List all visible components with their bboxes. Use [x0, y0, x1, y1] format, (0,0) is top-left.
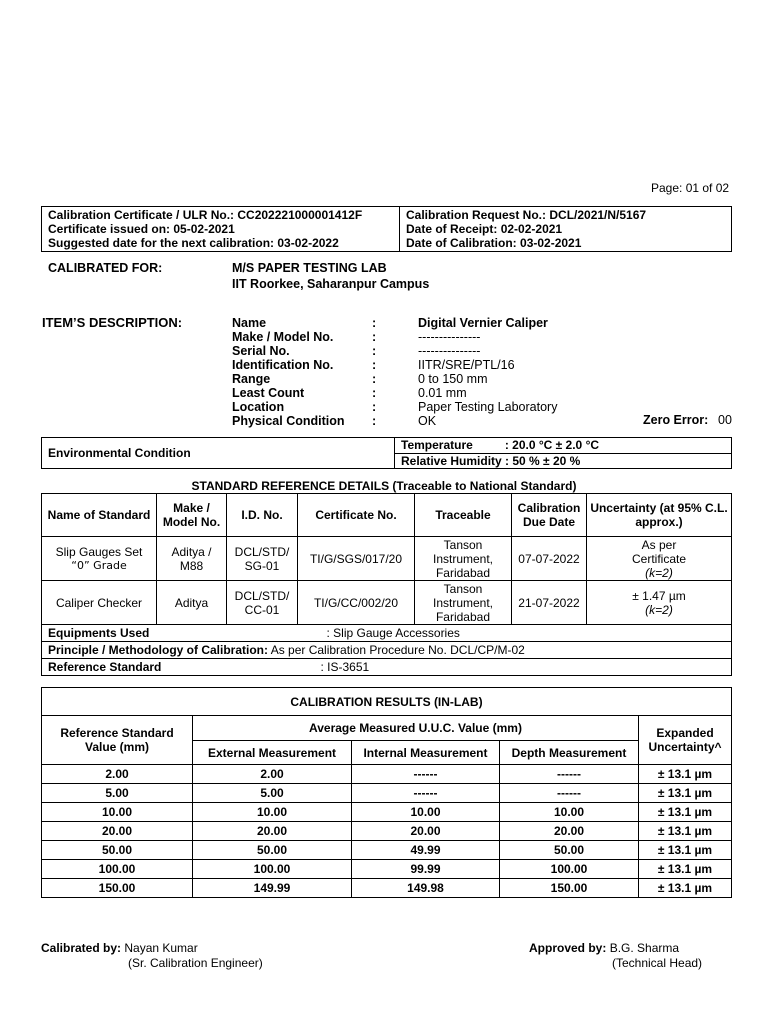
col-expanded-uncertainty: Expanded Uncertainty^	[639, 716, 732, 765]
result-reference: 20.00	[42, 822, 193, 841]
col-uncertainty: Uncertainty (at 95% C.L. approx.)	[587, 494, 732, 537]
result-depth: ------	[500, 765, 639, 784]
result-reference: 100.00	[42, 860, 193, 879]
result-reference: 50.00	[42, 841, 193, 860]
issued-value: 05-02-2021	[173, 222, 235, 236]
item-field-value: IITR/SRE/PTL/16	[418, 358, 515, 372]
cal-date-line: Date of Calibration: 03-02-2021	[406, 236, 582, 250]
result-depth: 20.00	[500, 822, 639, 841]
item-field-value: 0 to 150 mm	[418, 372, 488, 386]
result-external: 5.00	[193, 784, 352, 803]
standard-name: Slip Gauges Set “0” Grade	[42, 537, 157, 581]
result-reference: 2.00	[42, 765, 193, 784]
standard-id: DCL/STD/ CC-01	[227, 581, 298, 625]
item-field-label: Name	[232, 316, 267, 330]
results-body	[42, 765, 732, 898]
result-depth: 10.00	[500, 803, 639, 822]
result-internal: ------	[352, 765, 500, 784]
table-row	[42, 803, 732, 822]
receipt-line: Date of Receipt: 02-02-2021	[406, 222, 563, 236]
calibrated-by-name: Nayan Kumar	[124, 941, 198, 955]
result-uncertainty: ± 13.1 µm	[639, 822, 732, 841]
item-field-colon: :	[372, 386, 377, 400]
col-traceable: Traceable	[415, 494, 512, 537]
result-uncertainty: ± 13.1 µm	[639, 784, 732, 803]
standard-name: Caliper Checker	[42, 581, 157, 625]
item-field-label: Make / Model No.	[232, 330, 334, 344]
standard-uncertainty: ± 1.47 µm (k=2)	[587, 581, 732, 625]
next-cal-line: Suggested date for the next calibration: 03-02-2022	[48, 236, 339, 250]
item-field-label: Range	[232, 372, 271, 386]
item-field-value: ---------------	[418, 344, 481, 358]
standard-reference-title: STANDARD REFERENCE DETAILS (Traceable to National Standard)	[191, 479, 577, 493]
standard-cert: TI/G/CC/002/20	[298, 581, 415, 625]
page-number: Page: 01 of 02	[651, 181, 730, 195]
table-row	[42, 879, 732, 898]
standard-make: Aditya / M88	[157, 537, 227, 581]
col-make-model: Make / Model No.	[157, 494, 227, 537]
standard-make: Aditya	[157, 581, 227, 625]
equipments-value: : Slip Gauge Accessories	[326, 626, 460, 640]
temperature-label: Temperature	[401, 438, 473, 453]
reference-standard-label: Reference Standard	[48, 660, 162, 674]
result-external: 149.99	[193, 879, 352, 898]
result-internal: 149.98	[352, 879, 500, 898]
item-field-colon: :	[372, 344, 377, 358]
request-value: DCL/2021/N/5167	[549, 208, 647, 222]
item-field-colon: :	[372, 414, 377, 428]
result-external: 2.00	[193, 765, 352, 784]
col-depth: Depth Measurement	[500, 741, 639, 765]
result-external: 10.00	[193, 803, 352, 822]
environment-label: Environmental Condition	[42, 438, 395, 469]
result-depth: 100.00	[500, 860, 639, 879]
principle-row	[42, 642, 732, 659]
item-field-value: Digital Vernier Caliper	[418, 316, 548, 330]
item-field-colon: :	[372, 400, 377, 414]
issued-line: Certificate issued on: 05-02-2021	[48, 222, 235, 236]
result-uncertainty: ± 13.1 µm	[639, 841, 732, 860]
item-field-label: Serial No.	[232, 344, 290, 358]
item-field-label: Least Count	[232, 386, 305, 400]
col-certificate-no: Certificate No.	[298, 494, 415, 537]
result-uncertainty: ± 13.1 µm	[639, 765, 732, 784]
item-field-value: OK	[418, 414, 437, 428]
customer-name: M/S PAPER TESTING LAB	[232, 261, 387, 275]
table-row	[42, 581, 732, 625]
result-depth: 150.00	[500, 879, 639, 898]
result-internal: 49.99	[352, 841, 500, 860]
calibrated-for-label: CALIBRATED FOR:	[48, 261, 163, 275]
standard-header-row	[42, 494, 732, 537]
calibration-results-table	[41, 687, 732, 898]
result-internal: 20.00	[352, 822, 500, 841]
result-external: 20.00	[193, 822, 352, 841]
temperature-value: : 20.0 °C ± 2.0 °C	[504, 438, 600, 453]
table-row	[42, 765, 732, 784]
result-internal: ------	[352, 784, 500, 803]
result-internal: 99.99	[352, 860, 500, 879]
request-line: Calibration Request No.: DCL/2021/N/5167	[406, 208, 647, 222]
request-info-cell	[400, 207, 732, 252]
item-field-value: Paper Testing Laboratory	[418, 400, 558, 414]
item-field-value: 0.01 mm	[418, 386, 467, 400]
table-row	[42, 784, 732, 803]
humidity-cell: Relative Humidity : 50 % ± 20 %	[395, 453, 732, 469]
customer-address: IIT Roorkee, Saharanpur Campus	[232, 277, 430, 291]
standard-uncertainty: As per Certificate (k=2)	[587, 537, 732, 581]
result-external: 50.00	[193, 841, 352, 860]
certificate-header	[41, 206, 732, 252]
receipt-value: 02-02-2021	[500, 222, 563, 236]
results-header-row	[42, 716, 732, 741]
item-field-label: Location	[232, 400, 285, 414]
zero-error-value: 00	[718, 413, 732, 427]
item-field-colon: :	[372, 330, 377, 344]
standard-trace: Tanson Instrument, Faridabad	[415, 581, 512, 625]
item-description-label: ITEM’S DESCRIPTION:	[42, 315, 183, 330]
item-field-colon: :	[372, 372, 377, 386]
result-reference: 5.00	[42, 784, 193, 803]
result-uncertainty: ± 13.1 µm	[639, 803, 732, 822]
standard-due: 21-07-2022	[512, 581, 587, 625]
certificate-info-cell	[42, 207, 400, 252]
environment-table	[41, 437, 732, 469]
standard-cert: TI/G/SGS/017/20	[298, 537, 415, 581]
principle-label: Principle / Methodology of Calibration:	[48, 643, 269, 657]
item-field-colon: :	[372, 316, 377, 330]
reference-standard-value: : IS-3651	[320, 660, 370, 674]
approved-by-name: B.G. Sharma	[609, 941, 680, 955]
calibrated-by-title: (Sr. Calibration Engineer)	[128, 956, 263, 970]
table-row	[42, 860, 732, 879]
calibrated-by-label: Calibrated by:	[41, 941, 122, 955]
col-name-of-standard: Name of Standard	[42, 494, 157, 537]
col-id-no: I.D. No.	[227, 494, 298, 537]
col-average-measured: Average Measured U.U.C. Value (mm)	[193, 716, 639, 741]
standard-id: DCL/STD/ SG-01	[227, 537, 298, 581]
result-uncertainty: ± 13.1 µm	[639, 860, 732, 879]
standard-trace: Tanson Instrument, Faridabad	[415, 537, 512, 581]
principle-value: As per Calibration Procedure No. DCL/CP/M-02	[270, 643, 525, 657]
result-depth: ------	[500, 784, 639, 803]
standard-reference-table	[41, 493, 732, 676]
col-reference-value: Reference Standard Value (mm)	[42, 716, 193, 765]
temperature-cell	[395, 438, 732, 454]
results-title: CALIBRATION RESULTS (IN-LAB)	[42, 688, 732, 716]
reference-standard-row	[42, 659, 732, 676]
col-external: External Measurement	[193, 741, 352, 765]
next-cal-value: 03-02-2022	[277, 236, 339, 250]
approved-by-label: Approved by:	[529, 941, 607, 955]
equipments-label: Equipments Used	[48, 626, 150, 640]
result-external: 100.00	[193, 860, 352, 879]
item-field-value: ---------------	[418, 330, 481, 344]
results-title-row	[42, 688, 732, 716]
cal-date-value: 03-02-2021	[520, 236, 582, 250]
item-field-colon: :	[372, 358, 377, 372]
result-reference: 150.00	[42, 879, 193, 898]
approved-by-title: (Technical Head)	[612, 956, 703, 970]
result-internal: 10.00	[352, 803, 500, 822]
ulr-value: CC202221000001412F	[237, 208, 363, 222]
col-internal: Internal Measurement	[352, 741, 500, 765]
ulr-line: Calibration Certificate / ULR No.: CC202221000001412F	[48, 208, 363, 222]
approved-by	[529, 941, 679, 955]
table-row	[42, 841, 732, 860]
zero-error-label: Zero Error:	[643, 413, 709, 427]
result-reference: 10.00	[42, 803, 193, 822]
table-row	[42, 537, 732, 581]
item-field-label: Identification No.	[232, 358, 334, 372]
standard-due: 07-07-2022	[512, 537, 587, 581]
result-uncertainty: ± 13.1 µm	[639, 879, 732, 898]
result-depth: 50.00	[500, 841, 639, 860]
equipments-row	[42, 625, 732, 642]
col-due-date: Calibration Due Date	[512, 494, 587, 537]
item-field-label: Physical Condition	[232, 414, 345, 428]
calibrated-by	[41, 941, 198, 955]
table-row	[42, 822, 732, 841]
